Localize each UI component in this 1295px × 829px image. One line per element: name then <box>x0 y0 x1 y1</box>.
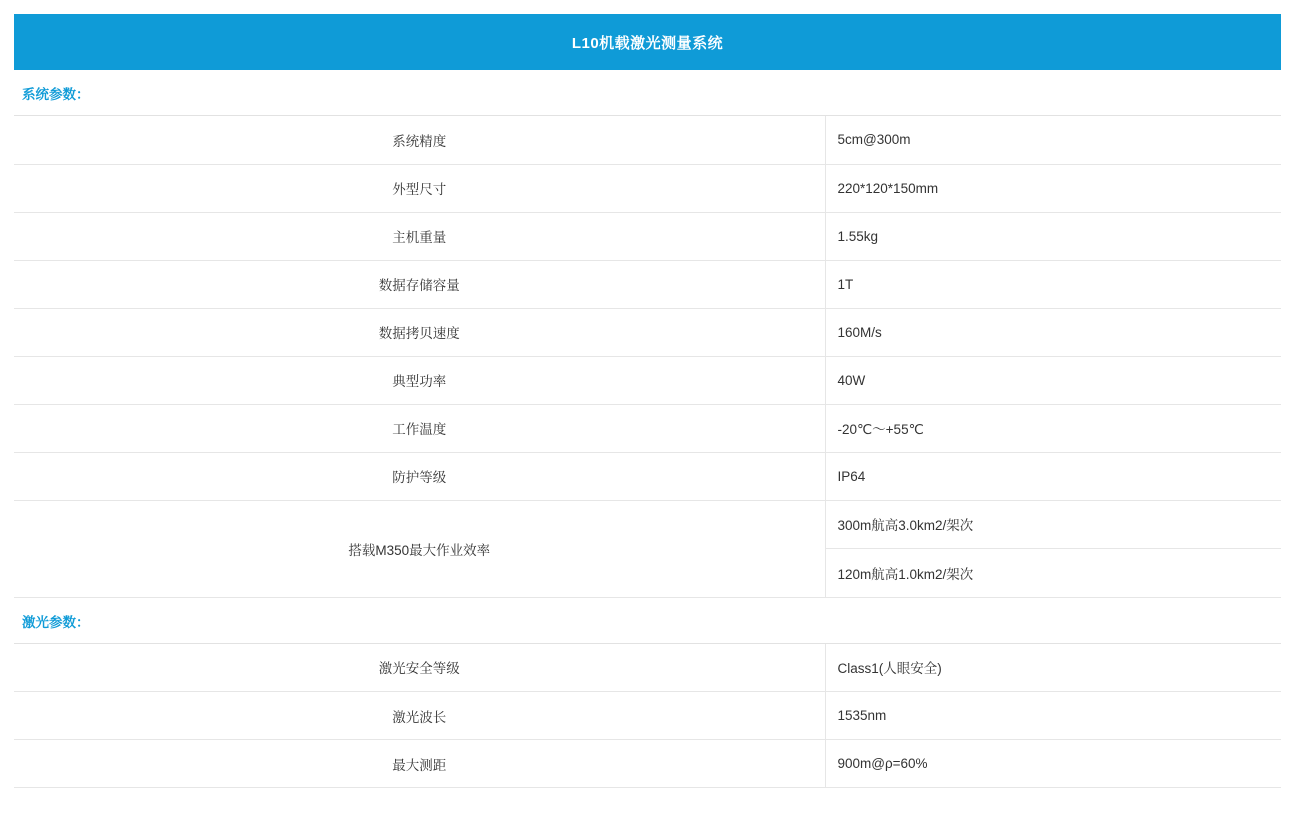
spec-value: 160M/s <box>825 308 1281 356</box>
table-row <box>14 404 1281 452</box>
spec-value: IP64 <box>825 452 1281 500</box>
table-row <box>14 116 1281 164</box>
spec-label: 最大测距 <box>14 740 825 788</box>
table-row <box>14 692 1281 740</box>
spec-value: 120m航高1.0km2/架次 <box>837 566 974 582</box>
spec-value: 1535nm <box>825 692 1281 740</box>
spec-label: 主机重量 <box>14 212 825 260</box>
spec-label: 数据存储容量 <box>14 260 825 308</box>
page-title: L10机载激光测量系统 <box>14 14 1281 70</box>
spec-label: 外型尺寸 <box>14 164 825 212</box>
spec-value: 300m航高3.0km2/架次 <box>826 501 1282 549</box>
table-row <box>14 500 1281 597</box>
spec-label: 搭载M350最大作业效率 <box>14 500 825 597</box>
spec-value: 220*120*150mm <box>825 164 1281 212</box>
spec-label: 防护等级 <box>14 452 825 500</box>
table-row <box>14 356 1281 404</box>
spec-value: 1T <box>825 260 1281 308</box>
spec-value: -20℃～+55℃ <box>825 404 1281 452</box>
spec-label: 工作温度 <box>14 404 825 452</box>
spec-value: 900m@ρ=60% <box>825 740 1281 788</box>
table-row <box>14 212 1281 260</box>
spec-table-laser-parameters <box>14 644 1281 789</box>
spec-value: 1.55kg <box>825 212 1281 260</box>
spec-value: 40W <box>825 356 1281 404</box>
section-heading-system-parameters: 系统参数： <box>14 70 1281 116</box>
spec-label: 数据拷贝速度 <box>14 308 825 356</box>
spec-label: 激光安全等级 <box>14 644 825 692</box>
spec-value: Class1(人眼安全) <box>825 644 1281 692</box>
table-row <box>14 644 1281 692</box>
spec-label: 典型功率 <box>14 356 825 404</box>
table-row <box>14 308 1281 356</box>
spec-label: 激光波长 <box>14 692 825 740</box>
table-row <box>14 164 1281 212</box>
table-row <box>14 740 1281 788</box>
spec-value: 5cm@300m <box>825 116 1281 164</box>
spec-table-system-parameters <box>14 116 1281 598</box>
section-heading-laser-parameters: 激光参数： <box>14 598 1281 644</box>
spec-value-group <box>825 500 1281 597</box>
table-row <box>14 260 1281 308</box>
table-row <box>14 452 1281 500</box>
spec-label: 系统精度 <box>14 116 825 164</box>
